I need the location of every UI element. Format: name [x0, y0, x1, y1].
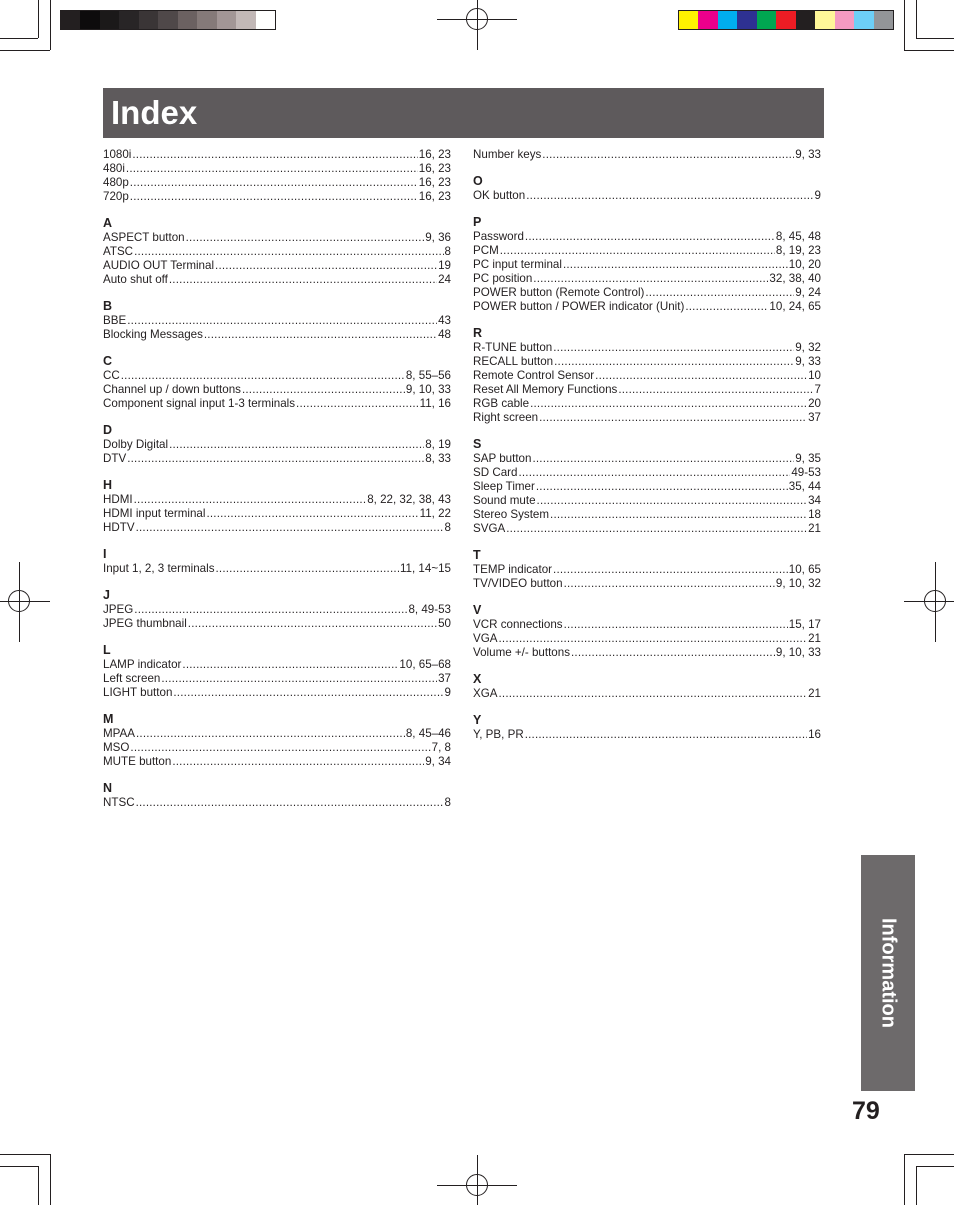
index-pages: 35, 44 — [788, 480, 821, 493]
dot-leader — [498, 687, 807, 701]
index-pages: 10, 65–68 — [399, 658, 451, 671]
index-term: Blocking Messages — [103, 328, 203, 341]
index-entry — [103, 369, 451, 383]
dot-leader — [500, 244, 775, 258]
index-term: 720p — [103, 190, 129, 203]
index-pages: 9 — [814, 189, 821, 202]
dot-leader — [525, 230, 775, 244]
color-swatch — [874, 11, 893, 29]
index-entry — [473, 480, 821, 494]
index-pages: 7, 8 — [431, 741, 451, 754]
index-pages: 11, 16 — [419, 397, 451, 410]
dot-leader — [215, 259, 437, 273]
color-swatch — [718, 11, 737, 29]
index-term: LAMP indicator — [103, 658, 182, 671]
dot-leader — [685, 300, 768, 314]
index-pages: 37 — [808, 411, 821, 424]
index-entry — [473, 687, 821, 701]
index-term: RECALL button — [473, 355, 554, 368]
color-swatch — [80, 11, 99, 29]
index-entry — [473, 189, 821, 203]
color-swatch — [815, 11, 834, 29]
color-swatch — [100, 11, 119, 29]
dot-leader — [188, 617, 437, 631]
index-term: Remote Control Sensor — [473, 369, 595, 382]
index-pages: 7 — [814, 383, 821, 396]
dot-leader — [130, 741, 430, 755]
index-section-letter: I — [103, 547, 107, 561]
dot-leader — [136, 521, 444, 535]
dot-leader — [537, 494, 808, 508]
dot-leader — [134, 245, 443, 259]
index-entry — [103, 796, 451, 810]
section-tab-label: Information — [877, 918, 900, 1028]
color-swatch — [217, 11, 236, 29]
index-pages: 9, 35 — [795, 452, 821, 465]
color-swatch — [139, 11, 158, 29]
dot-leader — [618, 383, 813, 397]
index-pages: 8, 55–56 — [405, 369, 451, 382]
index-pages: 16, 23 — [418, 190, 451, 203]
dot-leader — [242, 383, 405, 397]
index-entry — [473, 397, 821, 411]
index-term: Input 1, 2, 3 terminals — [103, 562, 215, 575]
dot-leader — [169, 273, 437, 287]
index-term: ASPECT button — [103, 231, 185, 244]
index-entry — [103, 273, 451, 287]
index-pages: 9, 10, 33 — [405, 383, 451, 396]
index-pages: 8, 49-53 — [408, 603, 451, 616]
dot-leader — [134, 603, 407, 617]
index-pages: 9 — [444, 686, 451, 699]
crop-mark — [0, 38, 38, 39]
dot-leader — [595, 369, 807, 383]
dot-leader — [525, 728, 807, 742]
index-pages: 16 — [808, 728, 821, 741]
dot-leader — [126, 162, 418, 176]
index-term: 480i — [103, 162, 125, 175]
index-pages: 21 — [808, 522, 821, 535]
dot-leader — [130, 190, 418, 204]
index-pages: 21 — [808, 632, 821, 645]
index-entry — [103, 617, 451, 631]
index-term: SD Card — [473, 466, 518, 479]
index-entry — [473, 646, 821, 660]
index-term: HDTV — [103, 521, 135, 534]
index-term: MSO — [103, 741, 130, 754]
index-pages: 8, 22, 32, 38, 43 — [367, 493, 451, 506]
dot-leader — [539, 411, 807, 425]
color-swatch — [119, 11, 138, 29]
index-term: Number keys — [473, 148, 542, 161]
index-entry — [473, 494, 821, 508]
section-tab — [861, 855, 915, 1091]
index-pages: 10 — [808, 369, 821, 382]
dot-leader — [130, 176, 418, 190]
index-entry — [103, 190, 451, 204]
crop-mark — [904, 1154, 954, 1155]
index-pages: 8 — [444, 796, 451, 809]
index-pages: 8, 45, 48 — [775, 230, 821, 243]
index-entry — [473, 148, 821, 162]
color-swatch — [757, 11, 776, 29]
index-term: POWER button (Remote Control) — [473, 286, 645, 299]
index-term: PCM — [473, 244, 499, 257]
color-swatch — [197, 11, 216, 29]
index-term: TEMP indicator — [473, 563, 553, 576]
index-term: Right screen — [473, 411, 539, 424]
index-term: XGA — [473, 687, 498, 700]
index-section-letter: B — [103, 299, 113, 313]
index-pages: 16, 23 — [418, 162, 451, 175]
index-entry — [473, 563, 821, 577]
dot-leader — [136, 727, 405, 741]
index-term: HDMI input terminal — [103, 507, 206, 520]
index-column-left — [103, 148, 451, 810]
index-section-letter: S — [473, 437, 482, 451]
index-entry — [473, 272, 821, 286]
dot-leader — [553, 341, 794, 355]
crop-mark — [916, 1166, 917, 1205]
index-pages: 8, 19 — [425, 438, 451, 451]
dot-leader — [532, 452, 794, 466]
index-term: VGA — [473, 632, 498, 645]
dot-leader — [161, 672, 437, 686]
index-pages: 11, 22 — [419, 507, 451, 520]
index-entry — [103, 727, 451, 741]
index-entry — [103, 328, 451, 342]
dot-leader — [134, 493, 367, 507]
index-term: BBE — [103, 314, 127, 327]
crop-mark — [0, 1166, 38, 1167]
color-swatch — [256, 11, 275, 29]
index-pages: 10, 20 — [788, 258, 821, 271]
dot-leader — [564, 577, 775, 591]
index-term: JPEG — [103, 603, 134, 616]
index-entry — [473, 618, 821, 632]
index-entry — [103, 452, 451, 466]
index-entry — [473, 383, 821, 397]
dot-leader — [554, 355, 794, 369]
index-section-letter: O — [473, 174, 483, 188]
index-term: MPAA — [103, 727, 135, 740]
index-section-letter: P — [473, 215, 482, 229]
index-entry — [473, 244, 821, 258]
index-section-letter: T — [473, 548, 481, 562]
index-term: Channel up / down buttons — [103, 383, 241, 396]
grayscale-calibration-bar — [60, 10, 276, 30]
index-section-letter: R — [473, 326, 483, 340]
index-entry — [103, 562, 451, 576]
index-pages: 21 — [808, 687, 821, 700]
index-entry — [473, 632, 821, 646]
index-section-letter: L — [103, 643, 111, 657]
index-entry — [473, 300, 821, 314]
index-pages: 10, 65 — [788, 563, 821, 576]
index-section-letter: H — [103, 478, 113, 492]
dot-leader — [132, 148, 417, 162]
crop-mark — [904, 1154, 905, 1205]
color-swatch — [236, 11, 255, 29]
index-term: HDMI — [103, 493, 133, 506]
index-pages: 10, 24, 65 — [769, 300, 821, 313]
index-term: Volume +/- buttons — [473, 646, 570, 659]
index-pages: 16, 23 — [418, 176, 451, 189]
dot-leader — [563, 258, 788, 272]
crop-mark — [38, 1166, 39, 1205]
index-pages: 24 — [438, 273, 451, 286]
index-pages: 8, 45–46 — [405, 727, 451, 740]
crop-mark — [50, 0, 51, 50]
index-entry — [473, 411, 821, 425]
index-pages: 9, 24 — [795, 286, 821, 299]
color-swatch — [737, 11, 756, 29]
index-entry — [103, 686, 451, 700]
index-pages: 9, 32 — [795, 341, 821, 354]
index-pages: 9, 10, 32 — [775, 577, 821, 590]
index-pages: 48 — [438, 328, 451, 341]
color-calibration-bar — [678, 10, 894, 30]
registration-mark-line — [904, 601, 954, 602]
dot-leader — [172, 755, 424, 769]
index-pages: 8, 19, 23 — [775, 244, 821, 257]
dot-leader — [553, 563, 788, 577]
index-entry — [473, 258, 821, 272]
dot-leader — [498, 632, 807, 646]
index-section-letter: N — [103, 781, 113, 795]
index-pages: 19 — [438, 259, 451, 272]
index-term: Left screen — [103, 672, 161, 685]
crop-mark — [916, 1166, 954, 1167]
dot-leader — [533, 272, 768, 286]
index-entry — [103, 397, 451, 411]
dot-leader — [216, 562, 399, 576]
index-pages: 8, 33 — [425, 452, 451, 465]
index-section-letter: M — [103, 712, 114, 726]
color-swatch — [178, 11, 197, 29]
index-entry — [103, 231, 451, 245]
dot-leader — [296, 397, 419, 411]
index-term: PC position — [473, 272, 533, 285]
index-entry — [103, 176, 451, 190]
index-section-letter: A — [103, 216, 113, 230]
dot-leader — [530, 397, 807, 411]
index-entry — [473, 508, 821, 522]
index-pages: 9, 10, 33 — [775, 646, 821, 659]
registration-mark-line — [477, 1155, 478, 1205]
index-term: Password — [473, 230, 524, 243]
color-swatch — [698, 11, 717, 29]
dot-leader — [169, 438, 424, 452]
index-term: TV/VIDEO button — [473, 577, 563, 590]
index-section-letter: D — [103, 423, 113, 437]
index-pages: 8 — [444, 245, 451, 258]
dot-leader — [571, 646, 775, 660]
index-entry — [103, 438, 451, 452]
index-pages: 15, 17 — [788, 618, 821, 631]
crop-mark — [904, 50, 954, 51]
index-entry — [473, 355, 821, 369]
registration-mark-line — [477, 0, 478, 50]
index-pages: 8 — [444, 521, 451, 534]
index-term: LIGHT button — [103, 686, 173, 699]
index-section-letter: C — [103, 354, 113, 368]
dot-leader — [542, 148, 794, 162]
dot-leader — [182, 658, 398, 672]
color-swatch — [776, 11, 795, 29]
color-swatch — [679, 11, 698, 29]
index-term: AUDIO OUT Terminal — [103, 259, 215, 272]
index-term: Y, PB, PR — [473, 728, 524, 741]
color-swatch — [854, 11, 873, 29]
dot-leader — [518, 466, 790, 480]
index-section-letter: Y — [473, 713, 482, 727]
index-entry — [473, 369, 821, 383]
dot-leader — [186, 231, 425, 245]
index-pages: 9, 34 — [425, 755, 451, 768]
index-entry — [103, 755, 451, 769]
index-pages: 16, 23 — [418, 148, 451, 161]
index-term: Stereo System — [473, 508, 550, 521]
index-entry — [473, 341, 821, 355]
registration-mark-line — [19, 562, 20, 642]
index-term: Auto shut off — [103, 273, 168, 286]
dot-leader — [564, 618, 788, 632]
index-term: Reset All Memory Functions — [473, 383, 618, 396]
index-term: Dolby Digital — [103, 438, 169, 451]
dot-leader — [173, 686, 443, 700]
index-term: R-TUNE button — [473, 341, 553, 354]
dot-leader — [127, 314, 437, 328]
crop-mark — [904, 0, 905, 50]
index-entry — [473, 230, 821, 244]
color-swatch — [796, 11, 815, 29]
index-section-letter: V — [473, 603, 482, 617]
dot-leader — [526, 189, 813, 203]
index-term: 1080i — [103, 148, 132, 161]
dot-leader — [536, 480, 788, 494]
index-pages: 9, 36 — [425, 231, 451, 244]
index-entry — [103, 741, 451, 755]
index-pages: 18 — [808, 508, 821, 521]
index-term: CC — [103, 369, 120, 382]
dot-leader — [127, 452, 424, 466]
dot-leader — [136, 796, 444, 810]
index-entry — [103, 603, 451, 617]
crop-mark — [0, 1154, 50, 1155]
index-entry — [473, 728, 821, 742]
index-term: VCR connections — [473, 618, 563, 631]
crop-mark — [916, 38, 954, 39]
index-pages: 32, 38, 40 — [769, 272, 821, 285]
index-entry — [103, 507, 451, 521]
index-entry — [473, 577, 821, 591]
index-entry — [103, 493, 451, 507]
index-entry — [103, 162, 451, 176]
index-term: 480p — [103, 176, 129, 189]
index-entry — [103, 672, 451, 686]
index-term: JPEG thumbnail — [103, 617, 187, 630]
index-pages: 20 — [808, 397, 821, 410]
dot-leader — [204, 328, 437, 342]
index-entry — [103, 245, 451, 259]
index-pages: 49-53 — [791, 466, 821, 479]
index-term: MUTE button — [103, 755, 172, 768]
index-pages: 34 — [808, 494, 821, 507]
index-entry — [103, 148, 451, 162]
crop-mark — [38, 0, 39, 38]
index-column-right — [473, 148, 821, 742]
color-swatch — [61, 11, 80, 29]
index-term: Sound mute — [473, 494, 536, 507]
index-entry — [103, 383, 451, 397]
index-term: SVGA — [473, 522, 506, 535]
index-entry — [103, 259, 451, 273]
index-term: POWER button / POWER indicator (Unit) — [473, 300, 685, 313]
color-swatch — [835, 11, 854, 29]
index-pages: 9, 33 — [795, 355, 821, 368]
index-entry — [103, 521, 451, 535]
index-term: Sleep Timer — [473, 480, 535, 493]
color-swatch — [158, 11, 177, 29]
index-term: NTSC — [103, 796, 135, 809]
index-section-letter: X — [473, 672, 482, 686]
dot-leader — [506, 522, 807, 536]
dot-leader — [206, 507, 418, 521]
index-pages: 50 — [438, 617, 451, 630]
index-entry — [103, 314, 451, 328]
index-pages: 11, 14~15 — [399, 562, 451, 575]
index-term: SAP button — [473, 452, 532, 465]
index-pages: 9, 33 — [795, 148, 821, 161]
index-section-letter: J — [103, 588, 110, 602]
dot-leader — [550, 508, 807, 522]
crop-mark — [0, 50, 50, 51]
index-entry — [473, 522, 821, 536]
index-entry — [473, 286, 821, 300]
dot-leader — [645, 286, 794, 300]
index-term: Component signal input 1-3 terminals — [103, 397, 296, 410]
index-term: RGB cable — [473, 397, 530, 410]
dot-leader — [121, 369, 405, 383]
index-pages: 37 — [438, 672, 451, 685]
registration-mark-line — [0, 601, 50, 602]
index-term: ATSC — [103, 245, 134, 258]
index-term: OK button — [473, 189, 526, 202]
crop-mark — [916, 0, 917, 38]
registration-mark-line — [935, 562, 936, 642]
page-title: Index — [103, 88, 824, 138]
index-term: PC input terminal — [473, 258, 562, 271]
page-number: 79 — [852, 1097, 880, 1125]
index-pages: 43 — [438, 314, 451, 327]
index-entry — [473, 452, 821, 466]
index-term: DTV — [103, 452, 127, 465]
index-entry — [473, 466, 821, 480]
index-entry — [103, 658, 451, 672]
crop-mark — [50, 1154, 51, 1205]
